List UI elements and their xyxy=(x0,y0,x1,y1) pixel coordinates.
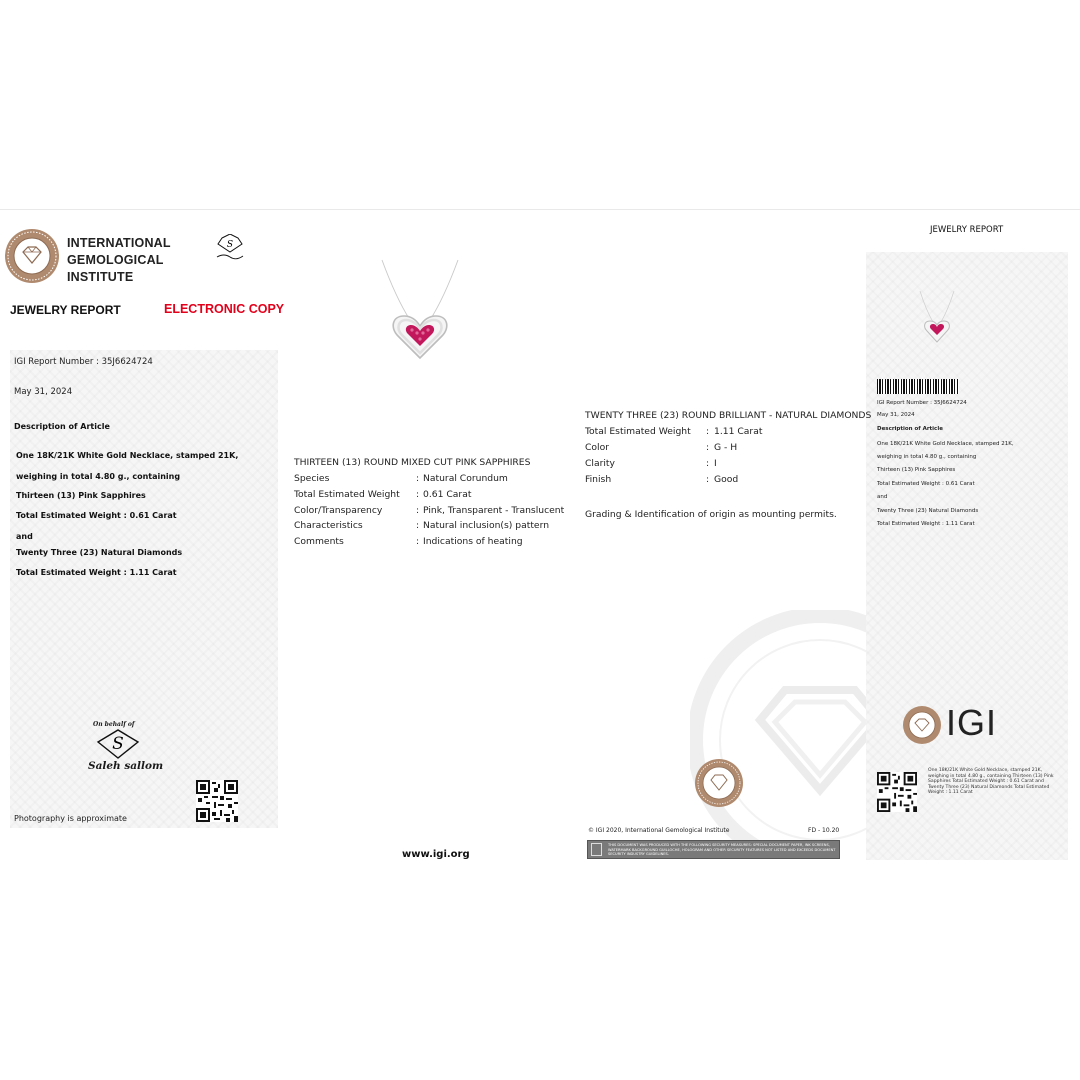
row-label: Color xyxy=(585,442,609,453)
institute-name xyxy=(67,235,171,286)
right-description-line: One 18K/21K White Gold Necklace, stamped 21K, xyxy=(877,441,1014,447)
security-text: THIS DOCUMENT WAS PRODUCED WITH THE FOLLOWING SECURITY MEASURES: SPECIAL DOCUMENT PAPER, INK SCREENS, WATERMARK BACKGROUND GUILLOCHE, HOLOGRAM AND OTHER SECURITY FEATURES NOT LISTED AND EXCEEDS DOCUMENT SECURITY INDUSTRY GUIDELINES. xyxy=(608,843,836,857)
row-separator: : xyxy=(706,458,710,469)
row-label: Total Estimated Weight xyxy=(294,489,400,500)
website-link[interactable]: www.igi.org xyxy=(402,849,470,860)
right-report-date: May 31, 2024 xyxy=(877,412,915,418)
description-heading: Description of Article xyxy=(14,422,110,431)
right-summary: One 18K/21K White Gold Necklace, stamped 21K, weighing in total 4.80 g., containing Thirteen (13) Pink Sapphires Total Estimated Weight : 0.61 Carat and Twenty Three (23) Natural Diamonds Total Estimated Weight : 1.11 Carat xyxy=(928,768,1054,796)
description-line: Total Estimated Weight : 0.61 Carat xyxy=(16,511,177,520)
igi-logo-seal xyxy=(902,705,942,745)
igi-logo-text: IGI xyxy=(946,702,998,743)
description-line: Thirteen (13) Pink Sapphires xyxy=(16,491,146,500)
institute-line: INTERNATIONAL xyxy=(67,236,171,250)
copyright: © IGI 2020, International Gemological Institute xyxy=(588,827,730,834)
row-separator: : xyxy=(706,426,710,437)
row-value: Natural Corundum xyxy=(423,473,508,484)
row-label: Clarity xyxy=(585,458,615,469)
report-number: IGI Report Number : 35J6624724 xyxy=(14,357,153,367)
row-label: Comments xyxy=(294,536,344,547)
row-separator: : xyxy=(416,536,420,547)
security-icon xyxy=(591,843,602,856)
security-strip xyxy=(587,840,840,859)
right-description-line: Twenty Three (23) Natural Diamonds xyxy=(877,508,979,514)
institute-line: INSTITUTE xyxy=(67,270,134,284)
row-label: Total Estimated Weight xyxy=(585,426,691,437)
row-value: 0.61 Carat xyxy=(423,489,472,500)
barcode xyxy=(877,379,959,394)
svg-text:S: S xyxy=(112,734,124,754)
right-description-line: weighing in total 4.80 g., containing xyxy=(877,454,977,460)
right-description-line: and xyxy=(877,494,888,500)
row-value: Natural inclusion(s) pattern xyxy=(423,520,550,531)
row-value: G - H xyxy=(714,442,738,453)
institute-line: GEMOLOGICAL xyxy=(67,253,164,267)
electronic-copy-label: ELECTRONIC COPY xyxy=(164,302,285,316)
row-value: Pink, Transparent - Translucent xyxy=(423,505,565,516)
sapphire-section-title: THIRTEEN (13) ROUND MIXED CUT PINK SAPPHIRES xyxy=(294,457,531,468)
row-separator: : xyxy=(706,474,710,485)
diamond-section-title: TWENTY THREE (23) ROUND BRILLIANT - NATURAL DIAMONDS xyxy=(585,410,872,421)
right-qr-code xyxy=(877,772,917,816)
svg-text:S: S xyxy=(226,240,234,250)
report-date: May 31, 2024 xyxy=(14,387,73,397)
row-value: I xyxy=(714,458,717,469)
row-label: Characteristics xyxy=(294,520,363,531)
form-code: FD - 10.20 xyxy=(808,827,840,834)
right-description-line: Total Estimated Weight : 0.61 Carat xyxy=(877,481,975,487)
right-report-title: JEWELRY REPORT xyxy=(930,225,1004,235)
row-value: Good xyxy=(714,474,739,485)
right-description-line: Total Estimated Weight : 1.11 Carat xyxy=(877,521,975,527)
row-separator: : xyxy=(416,520,420,531)
description-line: Total Estimated Weight : 1.11 Carat xyxy=(16,568,177,577)
on-behalf-label: On behalf of xyxy=(93,721,135,728)
row-value: 1.11 Carat xyxy=(714,426,763,437)
description-line: Twenty Three (23) Natural Diamonds xyxy=(16,548,183,557)
right-description-heading: Description of Article xyxy=(877,426,943,432)
right-report-number: IGI Report Number : 35J6624724 xyxy=(877,400,967,406)
photography-note: Photography is approximate xyxy=(14,814,127,823)
row-label: Species xyxy=(294,473,330,484)
left-qr-code xyxy=(196,780,238,826)
row-separator: : xyxy=(416,505,420,516)
description-line: and xyxy=(16,532,33,541)
report-type-label: JEWELRY REPORT xyxy=(10,303,121,317)
igi-seal-logo xyxy=(4,228,60,284)
row-label: Finish xyxy=(585,474,612,485)
jeweler-logo-small xyxy=(214,234,246,260)
description-line: weighing in total 4.80 g., containing xyxy=(16,472,181,481)
right-description-line: Thirteen (13) Pink Sapphires xyxy=(877,467,956,473)
bottom-seal-logo xyxy=(694,758,744,808)
top-divider xyxy=(0,209,1080,210)
row-label: Color/Transparency xyxy=(294,505,383,516)
description-line: One 18K/21K White Gold Necklace, stamped 21K, xyxy=(16,451,239,460)
necklace-photo xyxy=(370,258,470,362)
signature: Saleh sallom xyxy=(88,760,164,772)
grading-note: Grading & Identification of origin as mounting permits. xyxy=(585,509,837,520)
jeweler-logo xyxy=(94,728,142,760)
row-value: Indications of heating xyxy=(423,536,523,547)
right-necklace-photo xyxy=(914,290,960,344)
row-separator: : xyxy=(416,473,420,484)
row-separator: : xyxy=(706,442,710,453)
row-separator: : xyxy=(416,489,420,500)
